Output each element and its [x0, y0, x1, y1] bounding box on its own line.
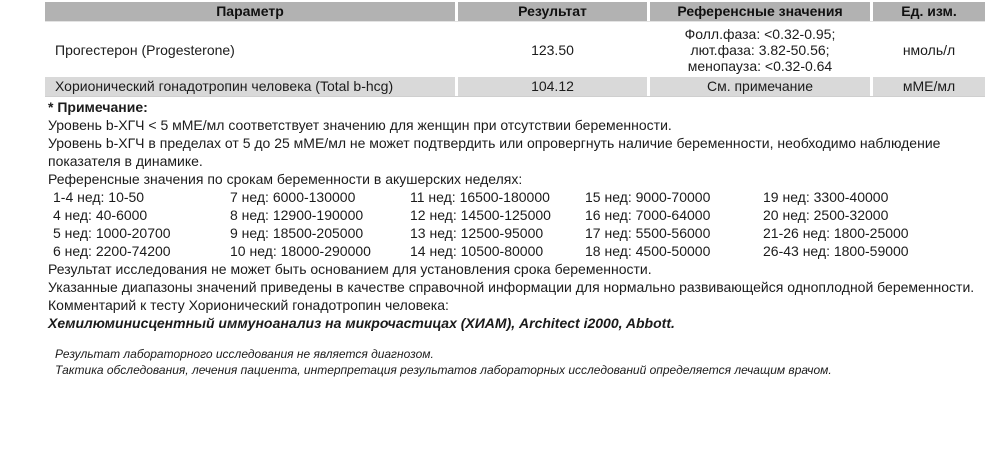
note-title: * Примечание:: [48, 99, 148, 115]
reference-values: См. примечание: [650, 77, 870, 96]
unit-value: нмоль/л: [873, 22, 985, 77]
week-range-cell: 17 нед: 5500-56000: [585, 225, 711, 241]
week-range-cell: 18 нед: 4500-50000: [585, 243, 711, 259]
disclaimer-line: Тактика обследования, лечения пациента, интерпретация результатов лабораторных исследований определяется лечащим врачом.: [55, 363, 832, 377]
week-range-cell: 21-26 нед: 1800-25000: [763, 225, 909, 241]
reference-line: Фолл.фаза: <0.32-0.95;: [684, 25, 836, 42]
note-paragraph: Результат исследования не может быть основанием для установления срока беременности.: [48, 261, 652, 277]
week-range-cell: 1-4 нед: 10-50: [53, 189, 145, 205]
result-value: 104.12: [458, 77, 647, 96]
week-range-cell: 20 нед: 2500-32000: [763, 207, 889, 223]
test-comment-label: Комментарий к тесту Хорионический гонадотропин человека:: [48, 297, 449, 313]
week-range-cell: 26-43 нед: 1800-59000: [763, 243, 909, 259]
header-result: Результат: [458, 2, 647, 21]
param-name: Прогестерон (Progesterone): [45, 22, 455, 77]
week-range-cell: 12 нед: 14500-125000: [410, 207, 551, 223]
week-range-cell: 11 нед: 16500-180000: [410, 189, 550, 205]
disclaimer-line: Результат лабораторного исследования не является диагнозом.: [55, 347, 434, 361]
note-paragraph: Уровень b-ХГЧ в пределах от 5 до 25 мМЕ/мл не может подтвердить или опровергнуть наличие беременности, необходимо наблюдение показателя в динамике.: [48, 135, 941, 169]
week-range-cell: 8 нед: 12900-190000: [230, 207, 364, 223]
table-row-progesterone: [45, 22, 985, 77]
results-table: [45, 2, 985, 97]
param-name: Хорионический гонадотропин человека (Total b-hcg): [45, 77, 455, 96]
week-range-cell: 10 нед: 18000-290000: [230, 243, 371, 259]
note-paragraph: Уровень b-ХГЧ < 5 мМЕ/мл соответствует значению для женщин при отсутствии беременности.: [48, 117, 672, 133]
header-reference: Референсные значения: [650, 2, 870, 21]
table-row-hcg: [45, 77, 985, 97]
week-range-cell: 16 нед: 7000-64000: [585, 207, 711, 223]
week-range-cell: 14 нед: 10500-80000: [410, 243, 544, 259]
week-range-cell: 4 нед: 40-6000: [53, 207, 148, 223]
week-range-cell: 13 нед: 12500-95000: [410, 225, 544, 241]
note-paragraph: Указанные диапазоны значений приведены в качестве справочной информации для нормально развивающейся одноплодной беременности.: [48, 279, 975, 295]
reference-line: лют.фаза: 3.82-50.56;: [690, 41, 830, 58]
header-param: Параметр: [45, 2, 455, 21]
week-range-cell: 5 нед: 1000-20700: [53, 225, 171, 241]
header-unit: Ед. изм.: [873, 2, 985, 21]
table-header-row: [45, 2, 985, 22]
test-method: Хемилюминисцентный иммуноанализ на микрочастицах (ХИАМ), Architect i2000, Abbott.: [48, 315, 675, 331]
note-section: [48, 98, 993, 333]
hcg-week-ranges-grid: [48, 188, 993, 260]
note-ranges-intro: Референсные значения по срокам беременности в акушерских неделях:: [48, 171, 523, 187]
result-value: 123.50: [458, 22, 647, 77]
unit-value: мМЕ/мл: [873, 77, 985, 96]
week-range-cell: 6 нед: 2200-74200: [53, 243, 171, 259]
week-range-cell: 19 нед: 3300-40000: [763, 189, 889, 205]
reference-values: [650, 22, 870, 77]
reference-line: менопауза: <0.32-0.64: [687, 57, 833, 74]
disclaimer-section: [55, 346, 985, 378]
week-range-cell: 9 нед: 18500-205000: [230, 225, 364, 241]
week-range-cell: 15 нед: 9000-70000: [585, 189, 711, 205]
week-range-cell: 7 нед: 6000-130000: [230, 189, 356, 205]
